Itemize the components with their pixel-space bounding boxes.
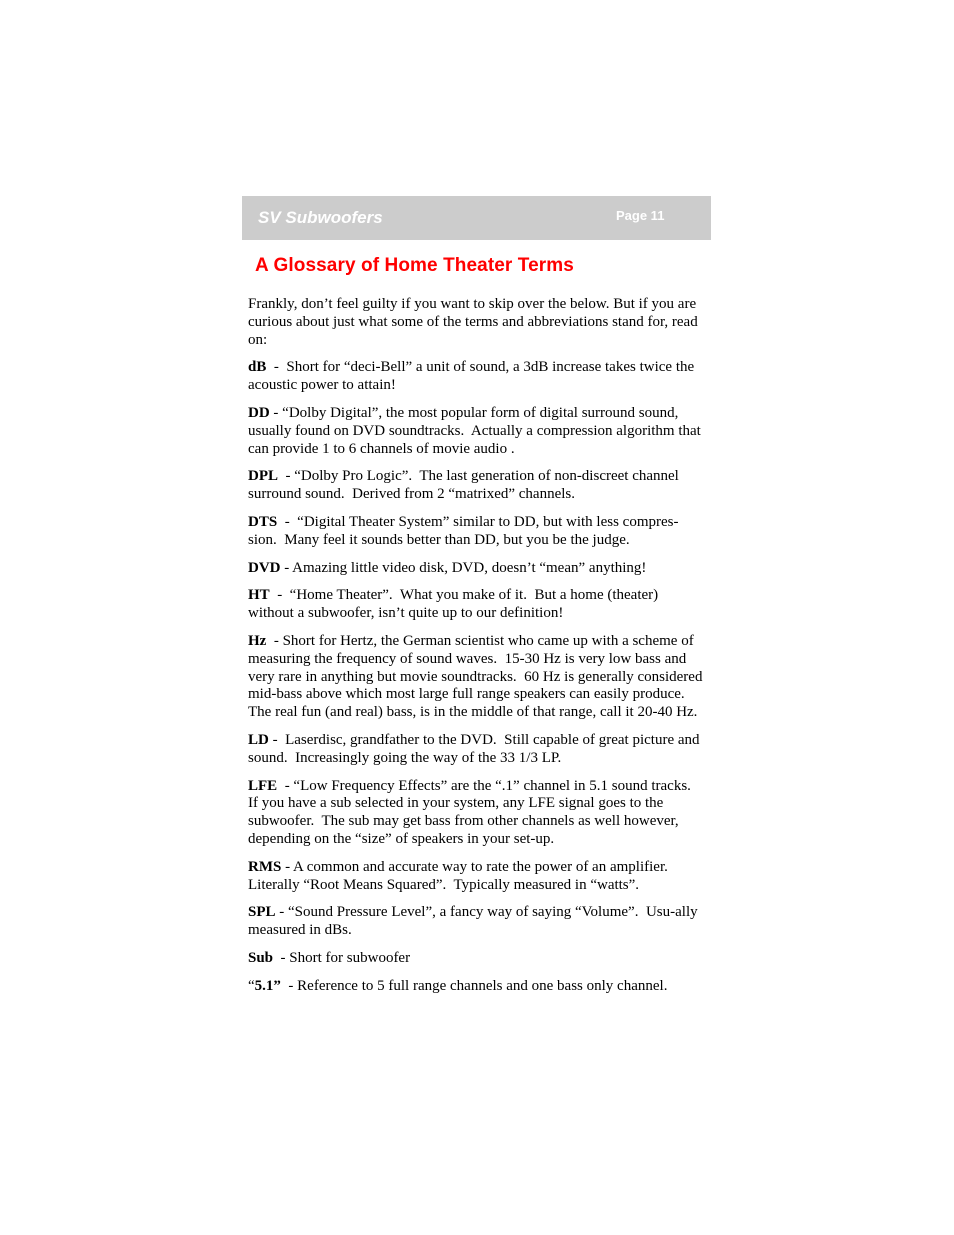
term-prefix: “	[248, 977, 255, 994]
glossary-entry	[248, 732, 703, 768]
glossary-definition: - Short for “deci-Bell” a unit of sound, a 3dB increase takes twice the acoustic power to attain!	[248, 359, 698, 394]
glossary-definition: - Short for subwoofer	[273, 949, 411, 966]
glossary-entry	[248, 405, 703, 458]
glossary-term: HT	[248, 587, 270, 604]
glossary-term: Sub	[248, 949, 274, 966]
glossary-definition: - Laserdisc, grandfather to the DVD. Still capable of great picture and sound. Increasingly going the way of the 33 1/3 LP.	[248, 731, 704, 766]
glossary-definition: - “Sound Pressure Level”, a fancy way of saying “Volume”. Usu-ally measured in dBs.	[248, 904, 702, 939]
glossary-definition: - Short for Hertz, the German scientist who came up with a scheme of measuring the frequency of sound waves. 15-30 Hz is very low bass and very rare in anything but movie soundtracks. 60 Hz is generally considered mid-bass above which most large full range speakers can easily produce. The real fun (and real) bass, is in the middle of that range, call it 20-40 Hz.	[248, 632, 707, 721]
page-header	[242, 196, 711, 240]
glossary-entry	[248, 560, 703, 578]
glossary-term: Hz	[248, 632, 267, 649]
glossary-term: DPL	[248, 468, 278, 485]
glossary-term: dB	[248, 359, 267, 376]
glossary-term: LD	[248, 731, 269, 748]
glossary-definition: - Reference to 5 full range channels and one bass only channel.	[280, 977, 668, 994]
glossary-definition: - Amazing little video disk, DVD, doesn’t “mean” anything!	[280, 559, 647, 576]
glossary-list	[248, 359, 707, 995]
glossary-term: SPL	[248, 904, 276, 921]
glossary-entry	[248, 468, 703, 504]
glossary-definition: - A common and accurate way to rate the power of an amplifier. Literally “Root Means Squared”. Typically measured in “watts”.	[248, 858, 676, 893]
glossary-term: RMS	[248, 858, 282, 875]
glossary-definition: - “Home Theater”. What you make of it. But a home (theater) without a subwoofer, isn’t quite up to our definition!	[248, 587, 662, 622]
glossary-content	[248, 296, 707, 1006]
glossary-definition: - “Digital Theater System” similar to DD, but with less compres-sion. Many feel it sounds better than DD, but you be the judge.	[248, 513, 679, 548]
page-title: A Glossary of Home Theater Terms	[255, 255, 574, 276]
glossary-term: LFE	[248, 777, 278, 794]
glossary-entry	[248, 359, 703, 395]
glossary-definition: - “Dolby Pro Logic”. The last generation of non-discreet channel surround sound. Derived from 2 “matrixed” channels.	[248, 468, 683, 503]
glossary-entry	[248, 978, 703, 996]
glossary-term: DVD	[248, 559, 281, 576]
intro-paragraph: Frankly, don’t feel guilty if you want to skip over the below. But if you are curious about just what some of the terms and abbreviations stand for, read on:	[248, 296, 698, 348]
glossary-term: DD	[248, 404, 270, 421]
page-number: Page 11	[616, 208, 665, 223]
glossary-term: 5.1”	[254, 977, 281, 994]
glossary-entry	[248, 859, 703, 895]
glossary-entry	[248, 632, 707, 722]
glossary-entry	[248, 514, 703, 550]
header-title: SV Subwoofers	[258, 208, 383, 227]
glossary-entry	[248, 587, 703, 623]
glossary-entry	[248, 904, 703, 940]
glossary-entry	[248, 778, 703, 849]
glossary-term: DTS	[248, 513, 278, 530]
glossary-definition: - “Low Frequency Effects” are the “.1” channel in 5.1 sound tracks. If you have a sub selected in your system, any LFE signal goes to the subwoofer. The sub may get bass from other channels as well however, depending on the “size” of speakers in your set-up.	[248, 777, 699, 847]
glossary-definition: - “Dolby Digital”, the most popular form of digital surround sound, usually found on DVD soundtracks. Actually a compression algorithm that can provide 1 to 6 channels of movie audio .	[248, 404, 705, 457]
glossary-entry	[248, 950, 703, 968]
